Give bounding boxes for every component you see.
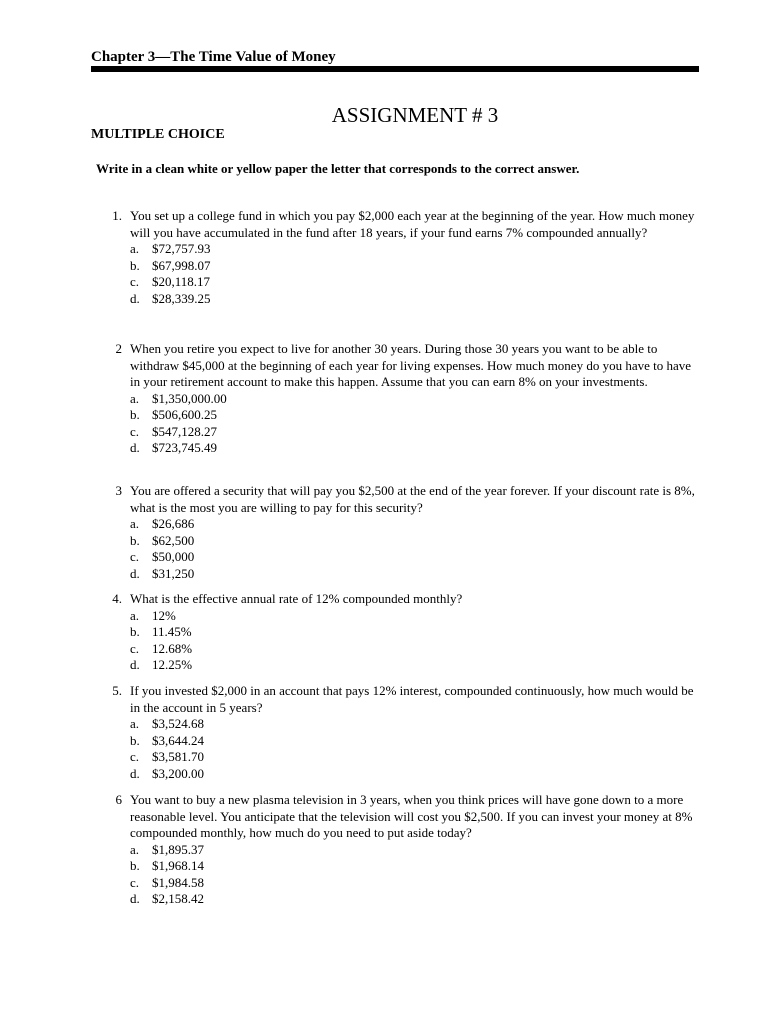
assignment-title: ASSIGNMENT # 3 [331,103,499,127]
option-letter: c. [130,274,140,289]
option-list [130,516,700,582]
option-text: $28,339.25 [152,290,211,306]
option-item [130,407,700,424]
option-text: 12.25% [152,657,193,672]
option-letter: b. [130,532,140,548]
option-item [130,858,700,875]
instructions: Write in a clean white or yellow paper the letter that corresponds to the correct answer. [96,161,580,176]
option-letter: a. [130,841,140,857]
option-text: $3,644.24 [152,732,204,748]
option-list [130,241,700,307]
option-letter: d. [130,440,140,455]
option-list [130,391,700,457]
option-text: $1,895.37 [152,841,204,857]
option-letter: a. [130,607,140,623]
option-text: $26,686 [152,516,195,531]
question-text: What is the effective annual rate of 12% compounded monthly? [130,591,463,606]
question-number: 2 [115,341,122,356]
option-text: $72,757.93 [152,241,211,256]
option-item [130,891,700,908]
option-text: $723,745.49 [152,440,217,455]
option-item [130,624,700,641]
option-item [130,749,700,766]
option-letter: c. [130,423,140,439]
option-text: $3,200.00 [152,765,204,781]
option-text: $1,984.58 [152,874,204,890]
option-item [130,733,700,750]
option-text: $506,600.25 [152,407,217,422]
question-number: 6 [115,792,122,807]
question-1 [100,208,700,307]
question-5 [100,683,700,782]
option-text: $1,968.14 [152,858,204,873]
option-item [130,608,700,625]
option-letter: b. [130,257,140,273]
chapter-title: Chapter 3—The Time Value of Money [91,49,336,65]
option-item [130,566,700,583]
option-item [130,641,700,658]
question-number: 4. [112,591,122,606]
option-item [130,516,700,533]
option-text: $1,350,000.00 [152,390,227,406]
option-letter: a. [130,516,140,531]
option-item [130,533,700,550]
option-text: $2,158.42 [152,891,204,906]
option-text: $547,128.27 [152,423,217,439]
question-text: You set up a college fund in which you pay $2,000 each year at the beginning of the year. How much money will you have accumulated in the fund after 18 years, if your fund earns 7% compounded annually? [130,208,695,240]
option-letter: c. [130,749,140,764]
question-4 [100,591,700,674]
option-letter: d. [130,565,140,581]
option-letter: c. [130,640,140,656]
option-list [130,608,700,674]
option-text: $31,250 [152,565,195,581]
question-number: 5. [112,683,122,698]
option-text: $3,581.70 [152,749,204,764]
option-letter: b. [130,624,140,639]
question-text: You want to buy a new plasma television in 3 years, when you think prices will have gone down to a more reasonable level. You anticipate that the television will cost you $2,500. If you can invest your money at 8% compounded monthly, how much do you need to put aside today? [130,792,693,840]
option-letter: c. [130,549,140,564]
question-text: When you retire you expect to live for another 30 years. During those 30 years you want to be able to withdraw $45,000 at the beginning of each year for living expenses. How much money do you have to have in your retirement account to make this happen. Assume that you can earn 8% on your investments. [130,341,692,389]
option-item [130,424,700,441]
option-letter: b. [130,732,140,748]
option-text: 12% [152,607,176,623]
option-letter: d. [130,290,140,306]
option-item [130,549,700,566]
header-rule [91,66,699,72]
option-list [130,716,700,782]
option-text: $50,000 [152,549,195,564]
option-item [130,274,700,291]
option-letter: b. [130,858,140,873]
option-item [130,291,700,308]
option-item [130,716,700,733]
option-item [130,258,700,275]
question-text: If you invested $2,000 in an account that pays 12% interest, compounded continuously, how much would be in the account in 5 years? [130,683,694,715]
option-item [130,241,700,258]
option-list [130,842,700,908]
question-number: 3 [115,483,122,498]
option-item [130,657,700,674]
option-item [130,391,700,408]
page-header [91,48,699,72]
option-item [130,766,700,783]
option-item [130,440,700,457]
option-letter: c. [130,874,140,890]
option-letter: d. [130,657,140,672]
option-text: 12.68% [152,640,193,656]
option-text: $20,118.17 [152,274,211,289]
option-letter: a. [130,716,140,731]
option-letter: d. [130,765,140,781]
section-title: MULTIPLE CHOICE [91,127,225,142]
question-2 [100,341,700,457]
option-item [130,842,700,859]
option-letter: b. [130,407,140,422]
option-text: $62,500 [152,532,195,548]
option-text: 11.45% [152,624,192,639]
question-number: 1. [112,208,122,223]
option-text: $67,998.07 [152,257,211,273]
option-item [130,875,700,892]
option-letter: d. [130,891,140,906]
question-3 [100,483,700,582]
option-letter: a. [130,390,140,406]
question-text: You are offered a security that will pay you $2,500 at the end of the year forever. If your discount rate is 8%, what is the most you are willing to pay for this security? [130,483,695,515]
option-text: $3,524.68 [152,716,204,731]
question-6 [100,792,700,908]
option-letter: a. [130,241,140,256]
